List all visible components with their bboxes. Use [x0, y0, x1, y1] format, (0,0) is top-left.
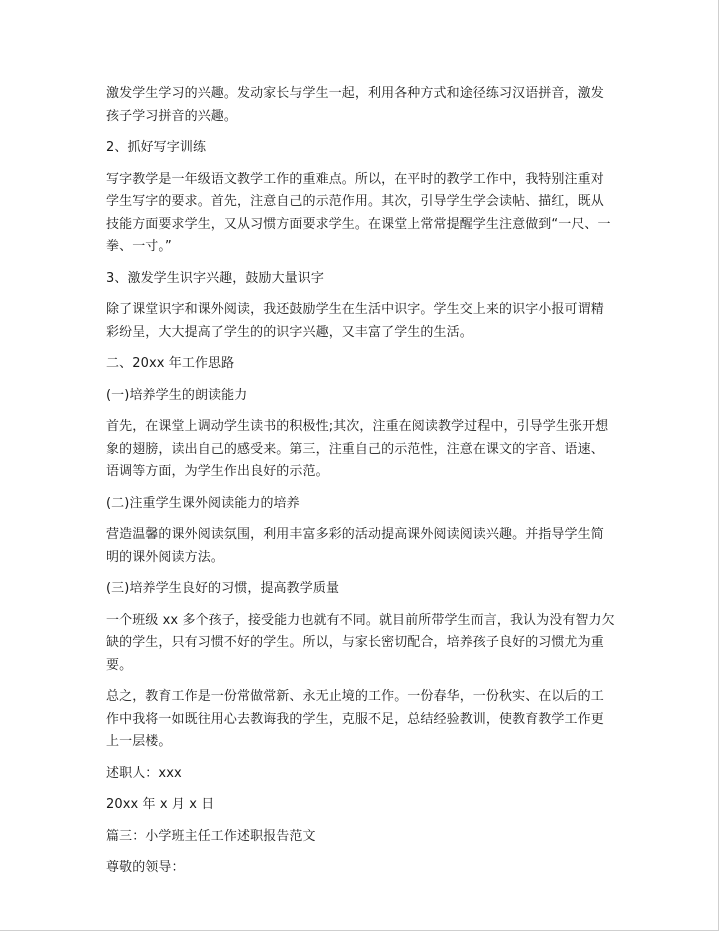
paragraph-extracurricular-reading: 营造温馨的课外阅读氛围，利用丰富多彩的活动提高课外阅读阅读兴趣。并指导学生简明的课外阅读方法。 [106, 527, 604, 565]
heading-writing-training: 2、抓好写字训练 [106, 140, 207, 155]
subheading-reading-aloud: (一)培养学生的朗读能力 [106, 387, 248, 403]
paragraph-pinyin-interest: 激发学生学习的兴趣。发动家长与学生一起，利用各种方式和途径练习汉语拼音，激发孩子学习拼音的兴趣。 [106, 86, 604, 124]
heading-literacy-interest: 3、激发学生识字兴趣，鼓励大量识字 [106, 270, 324, 286]
paragraph-good-habits: 一个班级 xx 多个孩子，接受能力也就有不同。就目前所带学生而言，我认为没有智力欠缺的学生，只有习惯不好的学生。所以，与家长密切配合，培养孩子良好的习惯尤为重要。 [106, 612, 615, 673]
heading-work-plan: 二、20xx 年工作思路 [106, 356, 235, 371]
subheading-extracurricular-reading: (二)注重学生课外阅读能力的培养 [106, 495, 300, 511]
reporter-line: 述职人：xxx [106, 765, 182, 781]
paragraph-writing-teaching: 写字教学是一年级语文教学工作的重难点。所以，在平时的教学工作中，我特别注重对学生写字的要求。首先，注意自己的示范作用。其次，引导学生学会读帖、描红，既从技能方面要求学生，又从习惯方面要求学生。在课堂上常常提醒学生注意做到“一尺、一拳、一寸。” [106, 171, 611, 254]
paragraph-reading-aloud: 首先，在课堂上调动学生读书的积极性;其次，注重在阅读教学过程中，引导学生张开想象的翅膀，读出自己的感受来。第三，注重自己的示范性，注意在课文的字音、语速、语调等方面，为学生作出良好的示范。 [106, 419, 609, 479]
subheading-good-habits: (三)培养学生良好的习惯，提高教学质量 [106, 581, 340, 596]
document-body [106, 83, 616, 880]
section-title: 篇三：小学班主任工作述职报告范文 [106, 828, 316, 844]
date-line: 20xx 年 x 月 x 日 [106, 797, 215, 812]
salutation: 尊敬的领导： [106, 860, 185, 875]
paragraph-conclusion: 总之，教育工作是一份常做常新、永无止境的工作。一份春华，一份秋实、在以后的工作中我将一如既往用心去教诲我的学生，克服不足，总结经验教训，使教育教学工作更上一层楼。 [106, 689, 604, 749]
paragraph-literacy: 除了课堂识字和课外阅读，我还鼓励学生在生活中识字。学生交上来的识字小报可谓精彩纷呈，大大提高了学生的的识字兴趣，又丰富了学生的生活。 [106, 302, 604, 340]
